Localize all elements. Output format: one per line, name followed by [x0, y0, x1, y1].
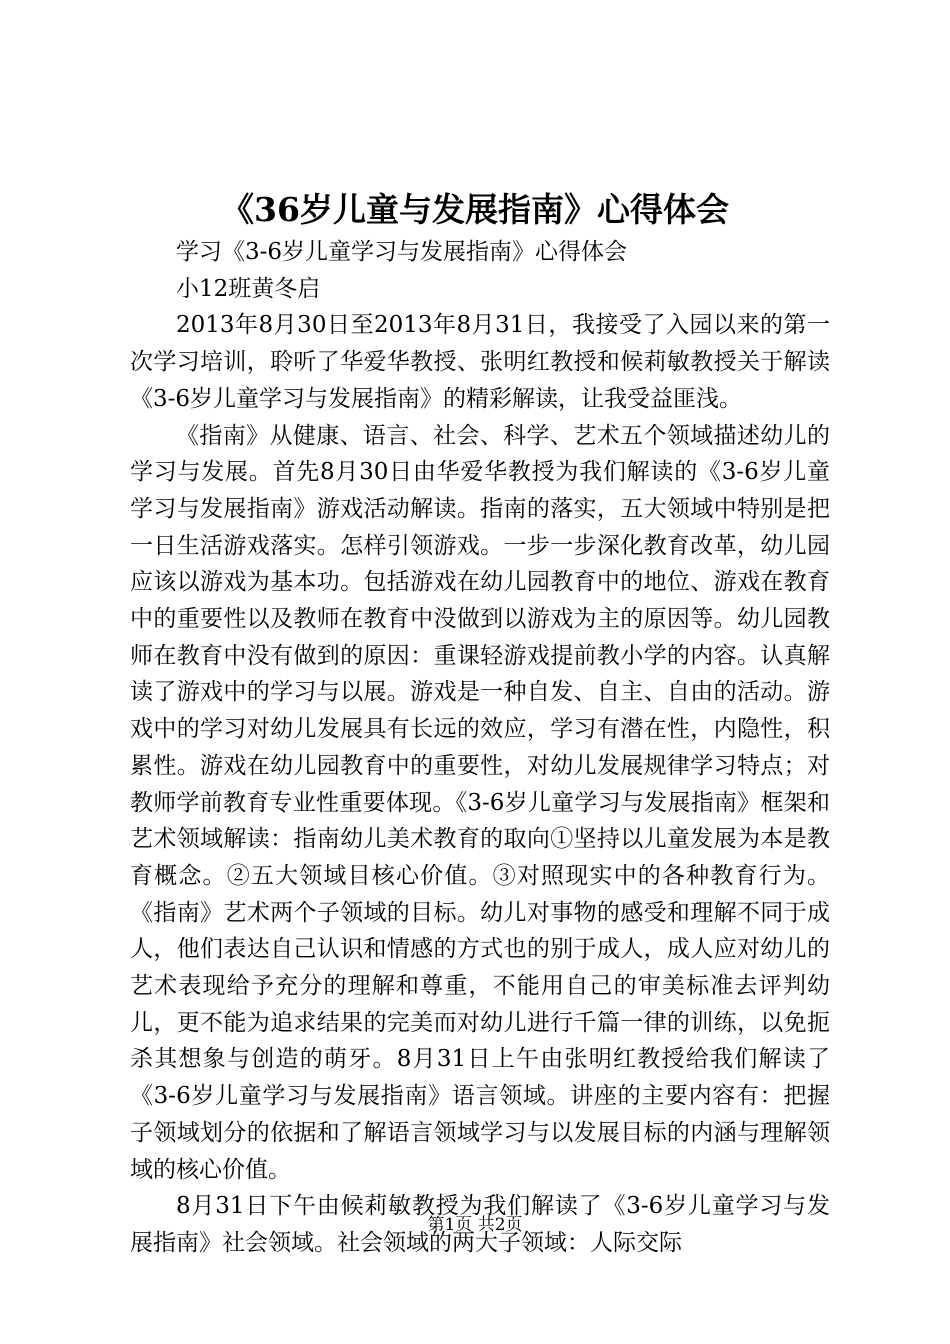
page-number-footer: 第1页 共2页 [427, 1215, 523, 1235]
document-subtitle: 学习《3-6岁儿童学习与发展指南》心得体会 [176, 239, 628, 265]
document-title: 《36岁儿童与发展指南》心得体会 [221, 190, 729, 229]
paragraph: 2013年8月30日至2013年8月31日，我接受了入园以来的第一次学习培训，聆听了华爱华教授、张明红教授和候莉敏教授关于解读《3-6岁儿童学习与发展指南》的精彩解读，让我受益匪浅。 [130, 312, 830, 412]
paragraph: 8月31日下午由候莉敏教授为我们解读了《3-6岁儿童学习与发展指南》社会领域。社会领域的两大子领域：人际交际 [130, 1193, 830, 1256]
document-body [130, 234, 830, 1262]
paragraph: 《指南》从健康、语言、社会、科学、艺术五个领域描述幼儿的学习与发展。首先8月30日由华爱华教授为我们解读的《3-6岁儿童学习与发展指南》游戏活动解读。指南的落实，五大领域中特别是把一日生活游戏落实。怎样引领游戏。一步一步深化教育改革，幼儿园应该以游戏为基本功。包括游戏在幼儿园教育中的地位、游戏在教育中的重要性以及教师在教育中没做到以游戏为主的原因等。幼儿园教师在教育中没有做到的原因：重课轻游戏提前教小学的内容。认真解读了游戏中的学习与以展。游戏是一种自发、自主、自由的活动。游戏中的学习对幼儿发展具有长远的效应，学习有潜在性，内隐性，积累性。游戏在幼儿园教育中的重要性，对幼儿发展规律学习特点；对教师学前教育专业性重要体现。《3-6岁儿童学习与发展指南》框架和艺术领域解读：指南幼儿美术教育的取向①坚持以儿童发展为本是教育概念。②五大领域目核心价值。③对照现实中的各种教育行为。《指南》艺术两个子领域的目标。幼儿对事物的感受和理解不同于成人，他们表达自己认识和情感的方式也的别于成人，成人应对幼儿的艺术表现给予充分的理解和尊重，不能用自己的审美标准去评判幼儿，更不能为追求结果的完美而对幼儿进行千篇一律的训练，以免扼杀其想象与创造的萌牙。8月31日上午由张明红教授给我们解读了《3-6岁儿童学习与发展指南》语言领域。讲座的主要内容有：把握子领域划分的依据和了解语言领域学习与以发展目标的内涵与理解领域的核心价值。 [130, 422, 830, 1183]
author-line: 小12班黄冬启 [176, 275, 321, 302]
